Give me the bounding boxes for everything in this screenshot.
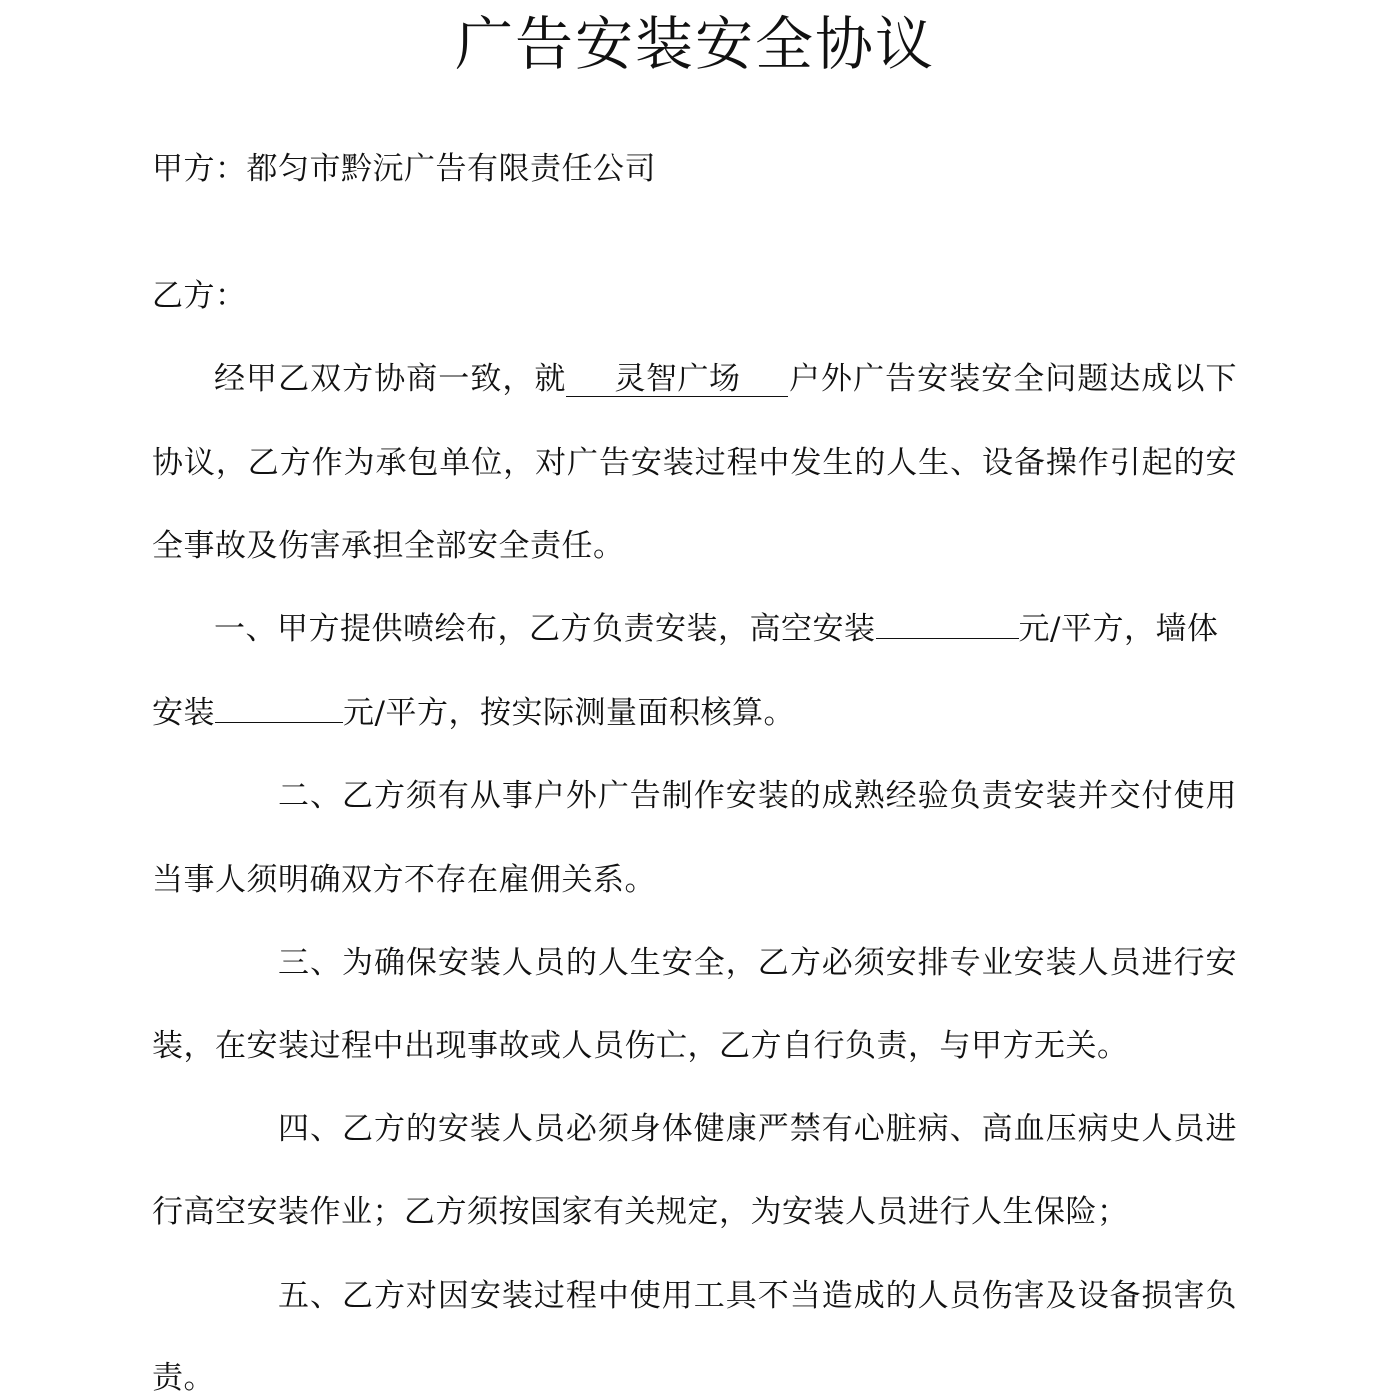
clause-2-line-2: 当事人须明确双方不存在雇佣关系。 bbox=[152, 862, 656, 898]
intro-line-2: 协议，乙方作为承包单位，对广告安装过程中发生的人生、设备操作引起的安 bbox=[152, 445, 1237, 481]
clause-1-line-2: 安装 元/平方，按实际测量面积核算。 bbox=[152, 695, 795, 731]
party-a-name: 都匀市黔沅广告有限责任公司 bbox=[246, 151, 656, 187]
document-title: 广告安装安全协议 bbox=[454, 10, 935, 78]
clause-2-line-1: 二、乙方须有从事户外广告制作安装的成熟经验负责安装并交付使用 bbox=[278, 778, 1237, 814]
location-field: 灵智广场 bbox=[566, 362, 788, 397]
high-altitude-price-field bbox=[876, 638, 1019, 639]
party-b-line bbox=[152, 276, 247, 316]
intro-line-3: 全事故及伤害承担全部安全责任。 bbox=[152, 528, 625, 564]
clause-5-line-2: 责。 bbox=[152, 1360, 215, 1396]
intro-line-1: 经甲乙双方协商一致，就 灵智广场 户外广告安装安全问题达成以下 bbox=[214, 361, 1238, 397]
party-a-label: 甲方： bbox=[152, 151, 247, 187]
clause-5-line-1: 五、乙方对因安装过程中使用工具不当造成的人员伤害及设备损害负 bbox=[278, 1278, 1237, 1314]
clause-1-line-1: 一、甲方提供喷绘布，乙方负责安装，高空安装 元/平方，墙体 bbox=[214, 611, 1219, 647]
party-b-label: 乙方： bbox=[152, 278, 247, 314]
clause-4-line-1: 四、乙方的安装人员必须身体健康严禁有心脏病、高血压病史人员进 bbox=[278, 1111, 1237, 1147]
clause-3-line-2: 装，在安装过程中出现事故或人员伤亡，乙方自行负责，与甲方无关。 bbox=[152, 1028, 1129, 1064]
party-a-line bbox=[152, 149, 656, 189]
clause-3-line-1: 三、为确保安装人员的人生安全，乙方必须安排专业安装人员进行安 bbox=[278, 945, 1237, 981]
wall-price-field bbox=[215, 722, 343, 723]
clause-4-line-2: 行高空安装作业；乙方须按国家有关规定，为安装人员进行人生保险； bbox=[152, 1194, 1129, 1230]
